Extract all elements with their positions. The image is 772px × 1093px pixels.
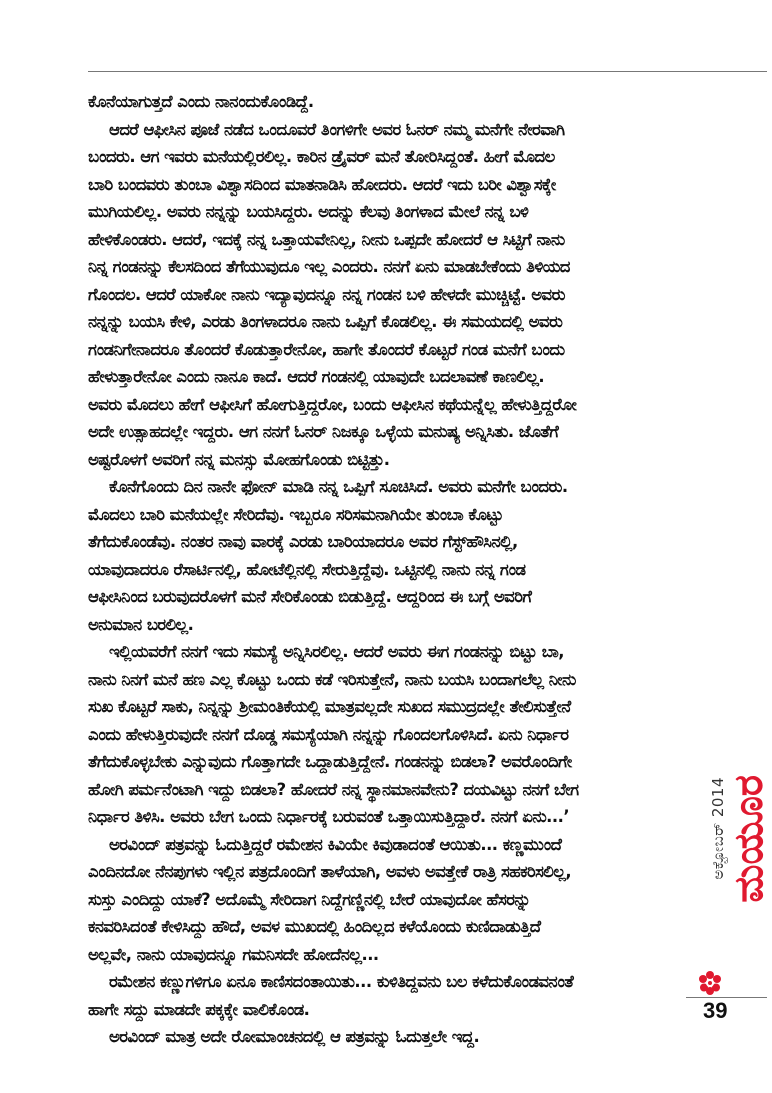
article-line: ಯಾವುದಾದರೂ ರೆಸಾರ್ಟಿನಲ್ಲಿ, ಹೋಟೆಲ್ಲಿನಲ್ಲಿ ಸೇರುತ್ತಿದ್ದೆವು. ಒಟ್ಟಿನಲ್ಲಿ ನಾನು ನನ್ನ ಗಂಡ bbox=[88, 559, 526, 579]
article-line: ನಿರ್ಧಾರ ತಿಳಿಸಿ. ಅವರು ಬೇಗ ಒಂದು ನಿರ್ಧಾರಕ್ಕೆ ಬರುವಂತೆ ಒತ್ತಾಯಿಸುತ್ತಿದ್ದಾರೆ. ನನಗೆ ಏನು...’ bbox=[88, 807, 570, 826]
article-body bbox=[88, 88, 682, 1051]
article-line: ಅರವಿಂದ್ ಮಾತ್ರ ಅದೇ ರೋಮಾಂಚನದಲ್ಲಿ ಆ ಪತ್ರವನ್ನು ಓದುತ್ತಲೇ ಇದ್ದ. bbox=[109, 1027, 480, 1046]
article-line: ಕೊನೆಗೊಂದು ದಿನ ನಾನೇ ಫೋನ್ ಮಾಡಿ ನನ್ನ ಒಪ್ಪಿಗೆ ಸೂಚಿಸಿದೆ. ಅವರು ಮನೆಗೇ ಬಂದರು. bbox=[109, 477, 568, 496]
article-line: ಮುಗಿಯಲಿಲ್ಲ. ಅವರು ನನ್ನನ್ನು ಬಯಸಿದ್ದರು. ಅದನ್ನು ಕೆಲವು ತಿಂಗಳಾದ ಮೇಲೆ ನನ್ನ ಬಳಿ bbox=[88, 202, 529, 221]
article-line: ಬಂದರು. ಆಗ ಇವರು ಮನೆಯಲ್ಲಿರಲಿಲ್ಲ. ಕಾರಿನ ಡ್ರೈವರ್ ಮನೆ ತೋರಿಸಿದ್ದಂತೆ. ಹೀಗೆ ಮೊದಲ bbox=[88, 147, 555, 166]
article-line: ಗೊಂದಲ. ಆದರೆ ಯಾಕೋ ನಾನು ಇದ್ಯಾವುದನ್ನೂ ನನ್ನ ಗಂಡನ ಬಳಿ ಹೇಳದೇ ಮುಚ್ಚಿಟ್ಟೆ. ಅವರು bbox=[88, 284, 565, 304]
article-line: ಹೋಗಿ ಪರ್ಮನೆಂಟಾಗಿ ಇದ್ದು ಬಿಡಲಾ? ಹೋದರೆ ನನ್ನ ಸ್ಥಾನಮಾನವೇನು? ದಯವಿಟ್ಟು ನನಗೆ ಬೇಗ bbox=[88, 779, 579, 799]
article-line: ಬಾರಿ ಬಂದವರು ತುಂಬಾ ವಿಶ್ವಾಸದಿಂದ ಮಾತನಾಡಿಸಿ ಹೋದರು. ಆದರೆ ಇದು ಬರೀ ವಿಶ್ವಾಸಕ್ಕೇ bbox=[88, 174, 556, 194]
article-line: ಅಷ್ಟರೊಳಗೆ ಅವರಿಗೆ ನನ್ನ ಮನಸ್ಸು ಮೋಹಗೊಂಡು ಬಿಟ್ಟಿತ್ತು. bbox=[88, 449, 390, 469]
article-line: ಅಲ್ಲವೇ, ನಾನು ಯಾವುದನ್ನೂ ಗಮನಿಸದೇ ಹೋದೆನಲ್ಲ... bbox=[88, 944, 379, 964]
article-line: ನಾನು ನಿನಗೆ ಮನೆ ಹಣ ಎಲ್ಲ ಕೊಟ್ಟು ಒಂದು ಕಡೆ ಇರಿಸುತ್ತೇನೆ, ನಾನು ಬಯಸಿ ಬಂದಾಗಲೆಲ್ಲ ನೀನು bbox=[88, 669, 576, 689]
page-number: 39 bbox=[703, 998, 728, 1023]
article-line: ಸುಖ ಕೊಟ್ಟರೆ ಸಾಕು, ನಿನ್ನನ್ನು ಶ್ರೀಮಂತಿಕೆಯಲ್ಲಿ ಮಾತ್ರವಲ್ಲದೇ ಸುಖದ ಸಮುದ್ರದಲ್ಲೇ ತೇಲಿಸುತ್ತೇನೆ bbox=[88, 697, 571, 716]
article-line: ಸುಸ್ತು ಎಂದಿದ್ದು ಯಾಕೆ? ಅದೊಮ್ಮೆ ಸೇರಿದಾಗ ನಿದ್ದೆಗಣ್ಣಿನಲ್ಲಿ ಬೇರೆ ಯಾವುದೋ ಹೆಸರನ್ನು bbox=[88, 889, 531, 909]
article-line: ಹೇಳುತ್ತಾರೇನೋ ಎಂದು ನಾನೂ ಕಾದೆ. ಆದರೆ ಗಂಡನಲ್ಲಿ ಯಾವುದೇ ಬದಲಾವಣೆ ಕಾಣಲಿಲ್ಲ. bbox=[88, 367, 545, 386]
article-line: ತೆಗೆದುಕೊಂಡೆವು. ನಂತರ ನಾವು ವಾರಕ್ಕೆ ಎರಡು ಬಾರಿಯಾದರೂ ಅವರ ಗೆಸ್ಟ್‌ಹೌಸಿನಲ್ಲಿ, bbox=[88, 532, 518, 551]
article-line: ಅವರು ಮೊದಲು ಹೇಗೆ ಆಫೀಸಿಗೆ ಹೋಗುತ್ತಿದ್ದರೋ, ಬಂದು ಆಫೀಸಿನ ಕಥೆಯನ್ನೆಲ್ಲ ಹೇಳುತ್ತಿದ್ದರೋ bbox=[88, 394, 577, 414]
article-line: ನಿನ್ನ ಗಂಡನನ್ನು ಕೆಲಸದಿಂದ ತೆಗೆಯುವುದೂ ಇಲ್ಲ ಎಂದರು. ನನಗೆ ಏನು ಮಾಡಬೇಕೆಂದು ತಿಳಿಯದ bbox=[88, 257, 570, 276]
article-line: ರಮೇಶನ ಕಣ್ಣುಗಳಿಗೂ ಏನೂ ಕಾಣಿಸದಂತಾಯಿತು... ಕುಳಿತಿದ್ದವನು ಬಲ ಕಳೆದುಕೊಂಡವನಂತೆ bbox=[109, 972, 574, 991]
article-line: ಅರವಿಂದ್ ಪತ್ರವನ್ನು ಓದುತ್ತಿದ್ದರೆ ರಮೇಶನ ಕಿವಿಯೇ ಕಿವುಡಾದಂತೆ ಆಯಿತು... ಕಣ್ಣಮುಂದೆ bbox=[109, 834, 562, 854]
article-line: ಅದೇ ಉತ್ಸಾಹದಲ್ಲೇ ಇದ್ದರು. ಆಗ ನನಗೆ ಓನರ್ ನಿಜಕ್ಕೂ ಒಳ್ಳೆಯ ಮನುಷ್ಯ ಅನ್ನಿಸಿತು. ಜೊತೆಗೆ bbox=[88, 422, 559, 441]
magazine-logo: ಮಯೂರ bbox=[726, 775, 772, 903]
article-line: ಆಫೀಸಿನಿಂದ ಬರುವುದರೊಳಗೆ ಮನೆ ಸೇರಿಕೊಂಡು ಬಿಡುತ್ತಿದ್ದೆ. ಆದ್ದರಿಂದ ಈ ಬಗ್ಗೆ ಅವರಿಗೆ bbox=[88, 587, 532, 606]
article-line: ಗಂಡನಿಗೇನಾದರೂ ತೊಂದರೆ ಕೊಡುತ್ತಾರೇನೋ, ಹಾಗೇ ತೊಂದರೆ ಕೊಟ್ಟರೆ ಗಂಡ ಮನೆಗೆ ಬಂದು bbox=[88, 339, 565, 359]
magazine-sidebar bbox=[695, 775, 772, 975]
article-line: ಹಾಗೇ ಸದ್ದು ಮಾಡದೇ ಪಕ್ಕಕ್ಕೇ ವಾಲಿಕೊಂಡ. bbox=[88, 999, 310, 1019]
article-line: ಮೊದಲು ಬಾರಿ ಮನೆಯಲ್ಲೇ ಸೇರಿದೆವು. ಇಬ್ಬರೂ ಸರಿಸಮನಾಗಿಯೇ ತುಂಬಾ ಕೊಟ್ಟು bbox=[88, 504, 503, 524]
article-line: ಕೊನೆಯಾಗುತ್ತದೆ ಎಂದು ನಾನಂದುಕೊಂಡಿದ್ದೆ. bbox=[88, 92, 314, 111]
article-line: ತೆಗೆದುಕೊಳ್ಳಬೇಕು ಎನ್ನುವುದು ಗೊತ್ತಾಗದೇ ಒದ್ದಾಡುತ್ತಿದ್ದೇನೆ. ಗಂಡನನ್ನು ಬಿಡಲಾ? ಅವರೊಂದಿಗೇ bbox=[88, 752, 572, 771]
issue-date: ಅಕ್ಟೋಬರ್ 2014 bbox=[709, 777, 727, 880]
article-line: ಕನವರಿಸಿದಂತೆ ಕೇಳಿಸಿದ್ದು ಹೌದೆ, ಅವಳ ಮುಖದಲ್ಲಿ ಹಿಂದಿಲ್ಲದ ಕಳೆಯೊಂದು ಕುಣಿದಾಡುತ್ತಿದೆ bbox=[88, 917, 541, 936]
article-line: ಎಂದು ಹೇಳುತ್ತಿರುವುದೇ ನನಗೆ ದೊಡ್ಡ ಸಮಸ್ಯೆಯಾಗಿ ನನ್ನನ್ನು ಗೊಂದಲಗೊಳಿಸಿದೆ. ಏನು ನಿರ್ಧಾರ bbox=[88, 724, 569, 744]
article-line: ನನ್ನನ್ನು ಬಯಸಿ ಕೇಳಿ, ಎರಡು ತಿಂಗಳಾದರೂ ನಾನು ಒಪ್ಪಿಗೆ ಕೊಡಲಿಲ್ಲ. ಈ ಸಮಯದಲ್ಲಿ ಅವರು bbox=[88, 312, 563, 331]
flower-icon bbox=[697, 970, 723, 996]
top-divider bbox=[88, 71, 767, 72]
article-line: ಅನುಮಾನ ಬರಲಿಲ್ಲ. bbox=[88, 614, 194, 634]
article-line: ಹೇಳಿಕೊಂಡರು. ಆದರೆ, ಇದಕ್ಕೆ ನನ್ನ ಒತ್ತಾಯವೇನಿಲ್ಲ, ನೀನು ಒಪ್ಪದೇ ಹೋದರೆ ಆ ಸಿಟ್ಟಿಗೆ ನಾನು bbox=[88, 229, 565, 249]
article-line: ಎಂದಿನದೋ ನೆನಪುಗಳು ಇಲ್ಲಿನ ಪತ್ರದೊಂದಿಗೆ ತಾಳೆಯಾಗಿ, ಅವಳು ಅವತ್ತೇಕೆ ರಾತ್ರಿ ಸಹಕರಿಸಲಿಲ್ಲ, bbox=[88, 862, 572, 881]
article-line: ಆದರೆ ಆಫೀಸಿನ ಪೂಜೆ ನಡೆದ ಒಂದೂವರೆ ತಿಂಗಳಿಗೇ ಅವರ ಓನರ್ ನಮ್ಮ ಮನೆಗೇ ನೇರವಾಗಿ bbox=[109, 119, 565, 139]
article-line: ಇಲ್ಲಿಯವರೆಗೆ ನನಗೆ ಇದು ಸಮಸ್ಯೆ ಅನ್ನಿಸಿರಲಿಲ್ಲ. ಆದರೆ ಅವರು ಈಗ ಗಂಡನನ್ನು ಬಿಟ್ಟು ಬಾ, bbox=[109, 642, 564, 661]
